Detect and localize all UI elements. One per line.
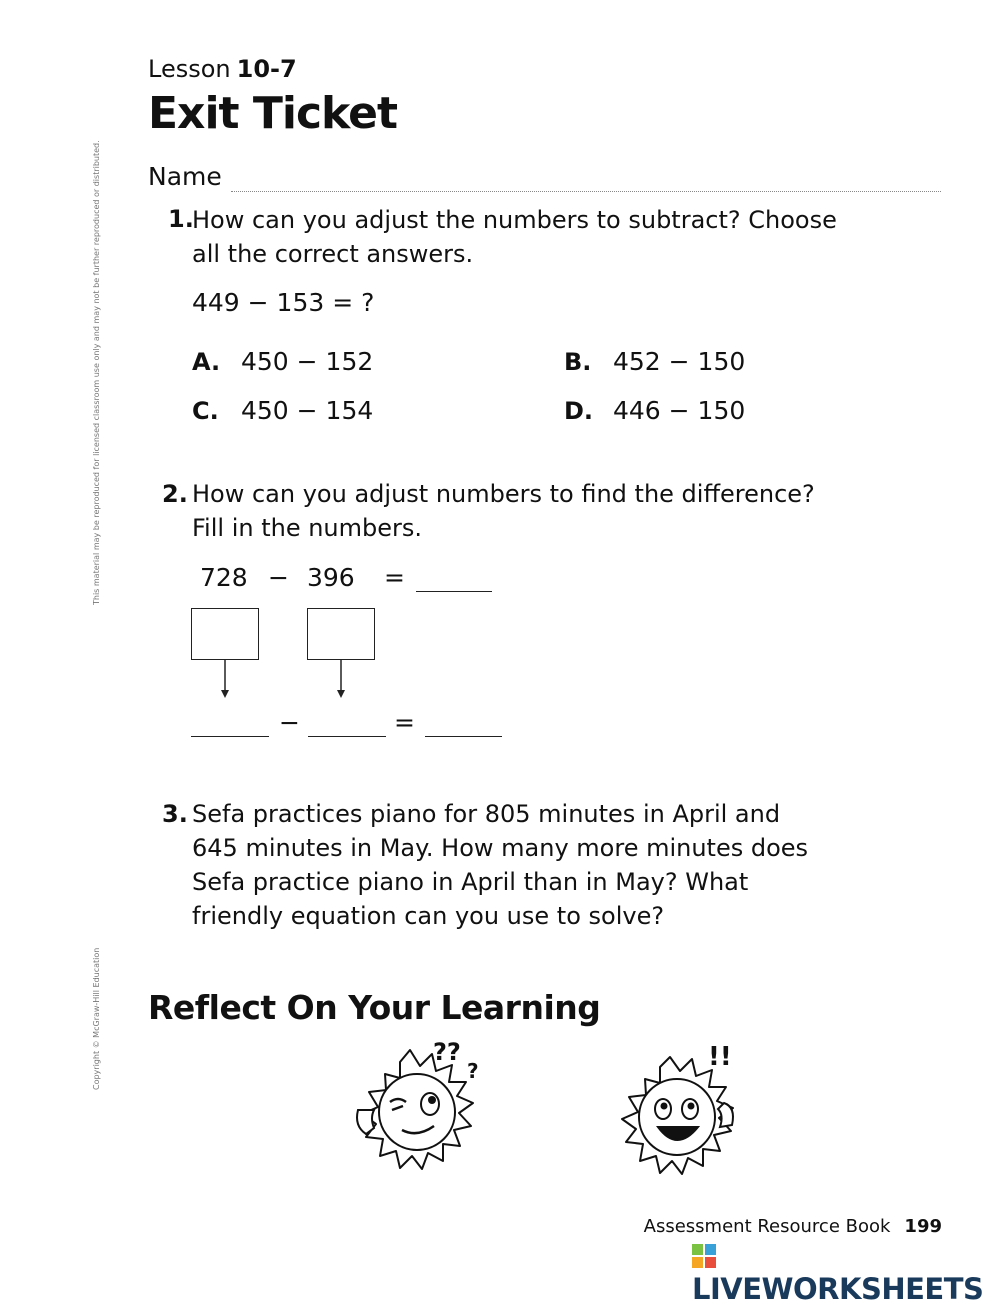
svg-text:?: ? [467, 1059, 479, 1083]
happy-sun-icon[interactable] [608, 1035, 758, 1180]
arrow-head-right [337, 690, 345, 698]
new-subtrahend-blank[interactable] [308, 736, 386, 737]
liveworksheets-brand[interactable]: LIVEWORKSHEETS [692, 1238, 1000, 1306]
book-title: Assessment Resource Book [643, 1216, 891, 1237]
confused-marks: ?? [433, 1038, 461, 1066]
new-difference-blank[interactable] [425, 736, 502, 737]
subtrahend: 396 [307, 563, 355, 592]
option-d-value[interactable]: 446 − 150 [613, 396, 746, 425]
equals-sign-2: = [394, 708, 415, 737]
option-a-letter[interactable]: A. [192, 348, 221, 376]
page-number: 199 [904, 1216, 942, 1237]
footer [644, 1216, 942, 1237]
question-2-text: How can you adjust numbers to find the difference? Fill in the numbers. [192, 480, 815, 542]
reflect-title: Reflect On Your Learning [148, 988, 601, 1027]
arrow-head-left [221, 690, 229, 698]
question-1-text: How can you adjust the numbers to subtract? Choose all the correct answers. [192, 206, 837, 268]
question-3-number: 3. [162, 800, 188, 828]
lesson-label: Lesson 10-7 [148, 55, 297, 83]
copyright-notice: This material may be reproduced for licensed classroom use only and may not be further reproduced or distributed. [92, 140, 101, 605]
page-title: Exit Ticket [148, 88, 398, 139]
new-minuend-blank[interactable] [191, 736, 269, 737]
question-3-text: Sefa practices piano for 805 minutes in April and 645 minutes in May. How many more minutes does Sefa practice piano in April than in May? What friendly equation can you use to solve? [192, 800, 809, 930]
option-b-letter[interactable]: B. [564, 348, 592, 376]
question-1-number: 1. [168, 205, 194, 233]
understood-marks: !! [708, 1042, 732, 1072]
equals-sign: = [384, 563, 405, 592]
option-c-letter[interactable]: C. [192, 397, 219, 425]
lesson-number: 10-7 [236, 55, 297, 83]
minus-sign-2: − [279, 708, 300, 737]
liveworksheets-logo-icon [692, 1244, 716, 1268]
name-label: Name [148, 162, 222, 191]
option-c-value[interactable]: 450 − 154 [241, 396, 374, 425]
question-2-number: 2. [162, 480, 188, 508]
confused-sun-icon[interactable] [340, 1030, 490, 1180]
option-a-value[interactable]: 450 − 152 [241, 347, 374, 376]
option-d-letter[interactable]: D. [564, 397, 594, 425]
minuend: 728 [200, 563, 248, 592]
minus-sign: − [268, 563, 289, 592]
copyright-label: Copyright © McGraw-Hill Education [92, 947, 101, 1090]
option-b-value[interactable]: 452 − 150 [613, 347, 746, 376]
question-1-equation: 449 − 153 = ? [192, 288, 375, 317]
